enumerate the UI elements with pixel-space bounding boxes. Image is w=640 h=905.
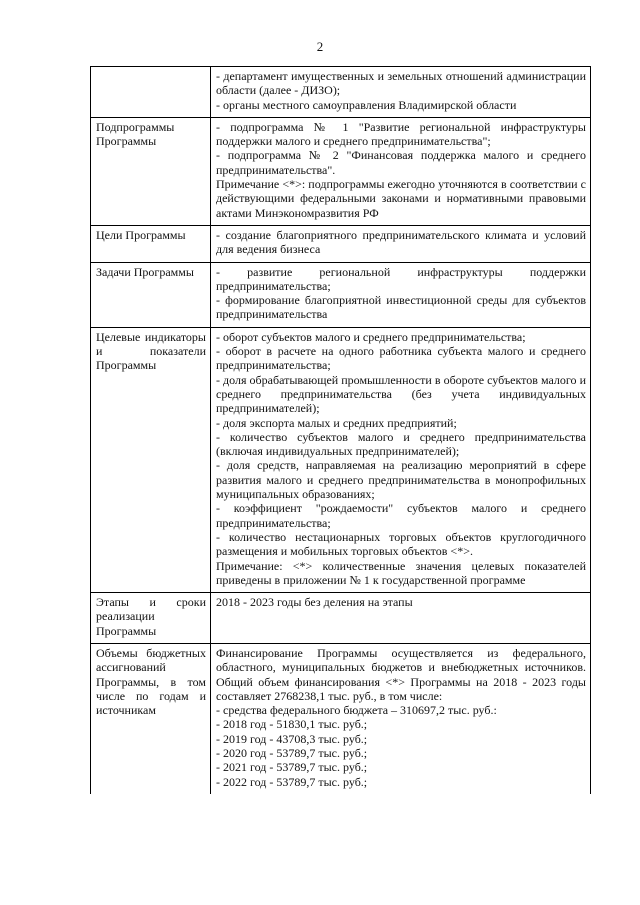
list-item: - формирование благоприятной инвестиционной среды для субъектов предпринимательства [216, 293, 586, 322]
list-item: 2018 - 2023 годы без деления на этапы [216, 595, 413, 610]
row-label-funding: Объемы бюджетных ассигнований Программы, в том числе по годам и источникам [91, 643, 211, 793]
row-value-funding [211, 643, 591, 793]
list-item: - 2020 год - 53789,7 тыс. руб.; [216, 746, 368, 761]
list-item: - доля обрабатывающей промышленности в обороте субъектов малого и среднего предпринимательства (без учета индивидуальных предпринимателей); [216, 372, 586, 416]
row-value-executors [211, 67, 591, 118]
row-label-tasks: Задачи Программы [91, 262, 211, 327]
note-text: Примечание: <*> количественные значения целевых показателей приведены в приложении № 1 к государственной программе [216, 558, 586, 587]
row-value-stages [211, 593, 591, 644]
list-item: - 2019 год - 43708,3 тыс. руб.; [216, 731, 368, 746]
list-item: - подпрограмма № 2 "Финансовая поддержка малого и среднего предпринимательства". [216, 148, 586, 177]
list-item: - 2022 год - 53789,7 тыс. руб.; [216, 774, 368, 789]
program-passport-table [90, 66, 591, 794]
list-item: - доля средств, направляемая на реализацию мероприятий в сфере развития малого и среднего предпринимательства в монопрофильных муниципальных образованиях; [216, 458, 586, 502]
row-value-indicators [211, 327, 591, 592]
row-label-executors [91, 67, 211, 118]
row-value-tasks [211, 262, 591, 327]
list-item: - подпрограмма № 1 "Развитие региональной инфраструктуры поддержки малого и среднего предпринимательства"; [216, 119, 586, 149]
note-text: Примечание <*>: подпрограммы ежегодно уточняются в соответствии с действующими федеральными законами и нормативными правовыми актами Минэкономразвития РФ [216, 177, 586, 220]
list-item: - органы местного самоуправления Владимирской области [216, 97, 517, 112]
row-value-goals [211, 225, 591, 262]
page-number: 2 [316, 39, 324, 54]
row-label-indicators: Целевые индикаторы и показатели Программы [91, 327, 211, 592]
list-item: - средства федерального бюджета – 310697,2 тыс. руб.: [216, 703, 497, 718]
list-item: - развитие региональной инфраструктуры поддержки предпринимательства; [216, 264, 586, 293]
list-item: - создание благоприятного предпринимательского климата и условий для ведения бизнеса [216, 227, 586, 257]
list-item: - количество субъектов малого и среднего предпринимательства (включая индивидуальных предпринимателей); [216, 429, 586, 459]
list-item: - количество нестационарных торговых объектов круглогодичного размещения и мобильных торговых объектов <*>. [216, 529, 586, 559]
row-label-goals: Цели Программы [91, 225, 211, 262]
table-row-subprograms [91, 117, 591, 225]
table-row-executors [91, 67, 591, 118]
table-row-goals [91, 225, 591, 262]
list-item: - доля экспорта малых и средних предприятий; [216, 415, 457, 430]
list-item: - коэффициент "рождаемости" субъектов малого и среднего предпринимательства; [216, 501, 586, 530]
list-item: - 2021 год - 53789,7 тыс. руб.; [216, 760, 368, 775]
row-label-stages: Этапы и сроки реализации Программы [91, 593, 211, 644]
row-value-subprograms [211, 117, 591, 225]
table-row-funding [91, 643, 591, 793]
table-row-stages [91, 593, 591, 644]
table-row-tasks [91, 262, 591, 327]
list-item: - оборот субъектов малого и среднего предпринимательства; [216, 329, 526, 344]
row-label-subprograms: Подпрограммы Программы [91, 117, 211, 225]
list-item: - департамент имущественных и земельных отношений администрации области (далее - ДИЗО); [216, 69, 586, 98]
list-item: - 2018 год - 51830,1 тыс. руб.; [216, 717, 368, 732]
list-item: - оборот в расчете на одного работника субъекта малого и среднего предпринимательства; [216, 344, 586, 373]
table-row-indicators [91, 327, 591, 592]
funding-summary: Финансирование Программы осуществляется из федерального, областного, муниципальных бюджетов и внебюджетных источников. Общий объем финансирования <*> Программы на 2018 - 2023 годы составляет 2768238,1 тыс. руб., в том числе: [216, 645, 586, 703]
